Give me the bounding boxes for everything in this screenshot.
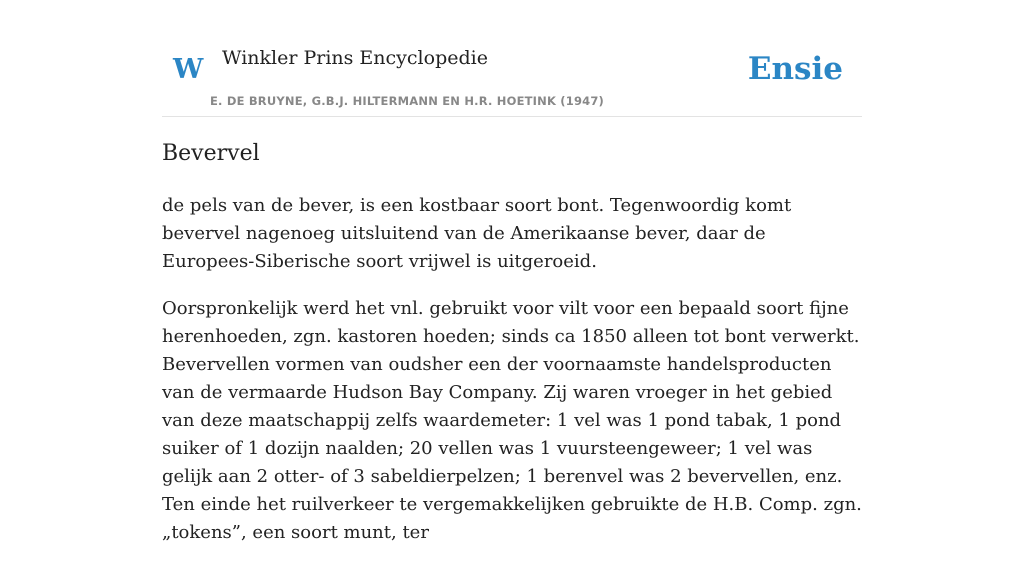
publication-title[interactable]: Winkler Prins Encyclopedie <box>222 47 488 69</box>
header <box>162 0 862 117</box>
ensie-logo[interactable]: Ensie <box>747 51 843 87</box>
article-body <box>162 192 862 566</box>
article-paragraph: de pels van de bever, is een kostbaar soort bont. Tegenwoordig komt bevervel nagenoeg uitsluitend van de Amerikaanse bever, daar de Europees-Siberische soort vrijwel is uitgeroeid. <box>162 195 792 272</box>
publication-authors: E. DE BRUYNE, G.B.J. HILTERMANN EN H.R. HOETINK (1947) <box>210 94 605 108</box>
article-headword: Bevervel <box>162 141 260 166</box>
article-paragraph: Oorspronkelijk werd het vnl. gebruikt voor vilt voor een bepaald soort fijne herenhoeden, zgn. kastoren hoeden; sinds ca 1850 alleen tot bont verwerkt. Bevervellen vormen van oudsher een der voornaamste handelsproducten van de vermaarde Hudson Bay Company. Zij waren vroeger in het gebied van deze maatschappij zelfs waardemeter: 1 vel was 1 pond tabak, 1 pond suiker of 1 dozijn naalden; 20 vellen was 1 vuursteengeweer; 1 vel was gelijk aan 2 otter- of 3 sabeldierpelzen; 1 berenvel was 2 bevervellen, enz. Ten einde het ruilverkeer te vergemakkelijken gebruikte de H.B. Comp. zgn. „tokens”, een soort munt, ter <box>162 298 862 543</box>
encyclopedia-logo-icon[interactable]: W <box>173 54 204 85</box>
